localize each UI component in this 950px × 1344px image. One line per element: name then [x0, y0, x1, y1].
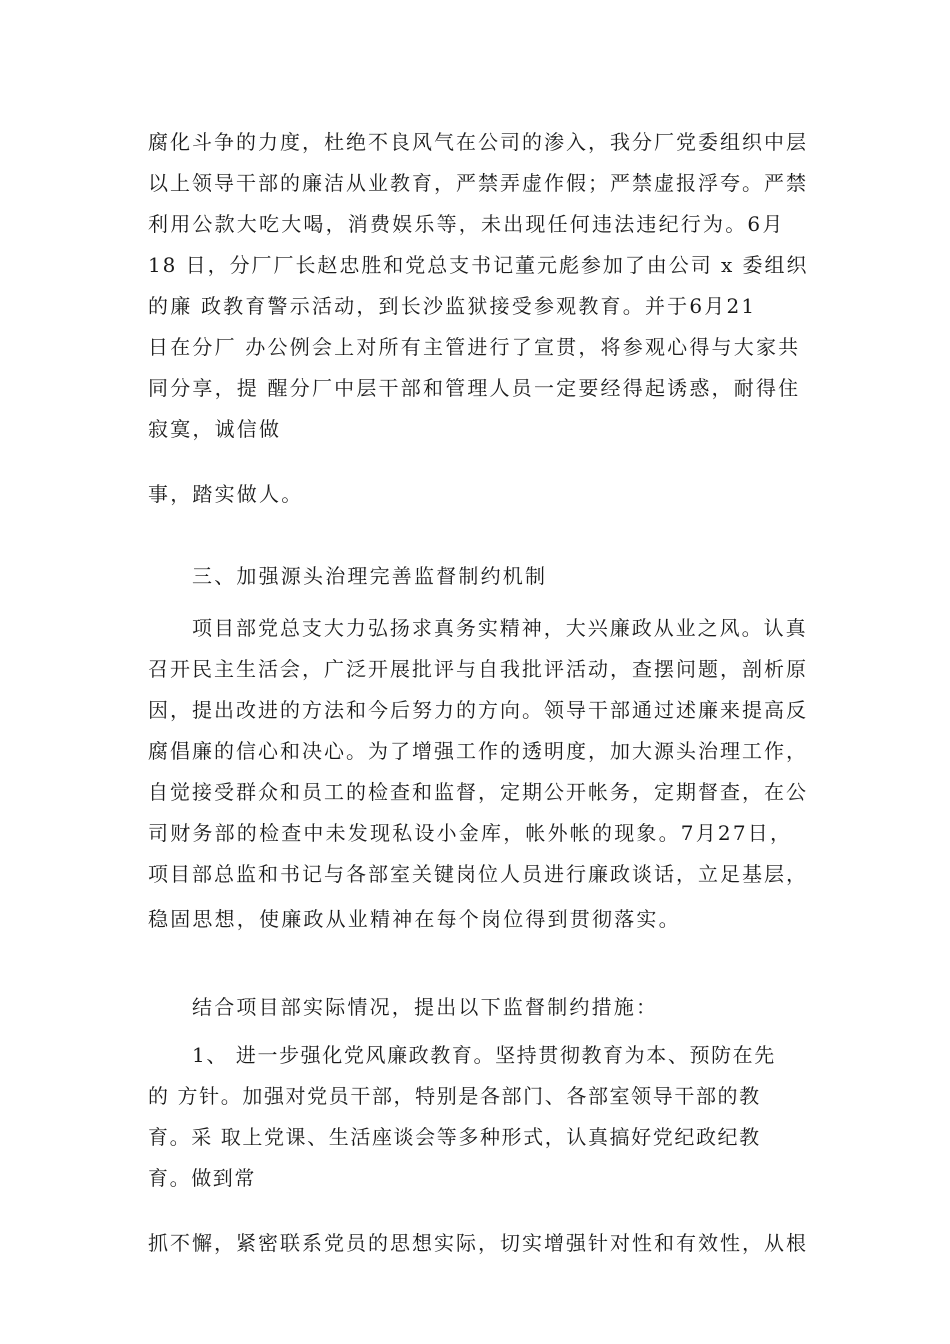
paragraph-line: 稳固思想，使廉政从业精神在每个岗位得到贯彻落实。: [148, 907, 681, 931]
paragraph-line: 腐倡廉的信心和决心。为了增强工作的透明度，加大源头治理工作，: [148, 739, 808, 763]
paragraph-line: 同分享，提 醒分厂中层干部和管理人员一定要经得起诱惑，耐得住: [148, 376, 801, 400]
paragraph-line: 因，提出改进的方法和今后努力的方向。领导干部通过述廉来提高反: [148, 698, 808, 722]
list-item-line: 的 方针。加强对党员干部，特别是各部门、各部室领导干部的教: [148, 1084, 761, 1108]
paragraph-line: 腐化斗争的力度，杜绝不良风气在公司的渗入，我分厂党委组织中层: [148, 130, 808, 154]
section-heading: 三、加强源头治理完善监督制约机制: [192, 564, 548, 588]
paragraph-line: 事，踏实做人。: [148, 482, 304, 506]
paragraph-line: 以上领导干部的廉洁从业教育，严禁弄虚作假；严禁虚报浮夸。严禁: [148, 171, 808, 195]
paragraph-line: 利用公款大吃大喝，消费娱乐等，未出现任何违法违纪行为。6月: [148, 212, 785, 236]
list-item-line: 育。采 取上党课、生活座谈会等多种形式，认真搞好党纪政纪教: [148, 1125, 761, 1149]
paragraph-line: 结合项目部实际情况，提出以下监督制约措施：: [192, 995, 659, 1019]
paragraph-line: 项目部总监和书记与各部室关键岗位人员进行廉政谈话，立足基层，: [148, 862, 808, 886]
paragraph-line: 寂寞，诚信做: [148, 417, 282, 441]
paragraph-line: 的廉 政教育警示活动，到长沙监狱接受参观教育。并于6月21: [148, 294, 757, 318]
paragraph-line: 自觉接受群众和员工的检查和监督，定期公开帐务，定期督查，在公: [148, 780, 808, 804]
list-item-line: 育。做到常: [148, 1166, 256, 1190]
paragraph-line: 召开民主生活会，广泛开展批评与自我批评活动，查摆问题，剖析原: [148, 657, 808, 681]
paragraph-line: 抓不懈，紧密联系党员的思想实际，切实增强针对性和有效性，从根: [148, 1231, 808, 1255]
paragraph-line: 18 日，分厂厂长赵忠胜和党总支书记董元彪参加了由公司 x 委组织: [148, 253, 809, 277]
list-item-line: 1、 进一步强化党风廉政教育。坚持贯彻教育为本、预防在先: [192, 1043, 776, 1067]
paragraph-line: 项目部党总支大力弘扬求真务实精神，大兴廉政从业之风。认真: [192, 616, 808, 640]
paragraph-line: 司财务部的检查中未发现私设小金库，帐外帐的现象。7月27日，: [148, 821, 793, 845]
paragraph-line: 日在分厂 办公例会上对所有主管进行了宣贯，将参观心得与大家共: [148, 335, 801, 359]
